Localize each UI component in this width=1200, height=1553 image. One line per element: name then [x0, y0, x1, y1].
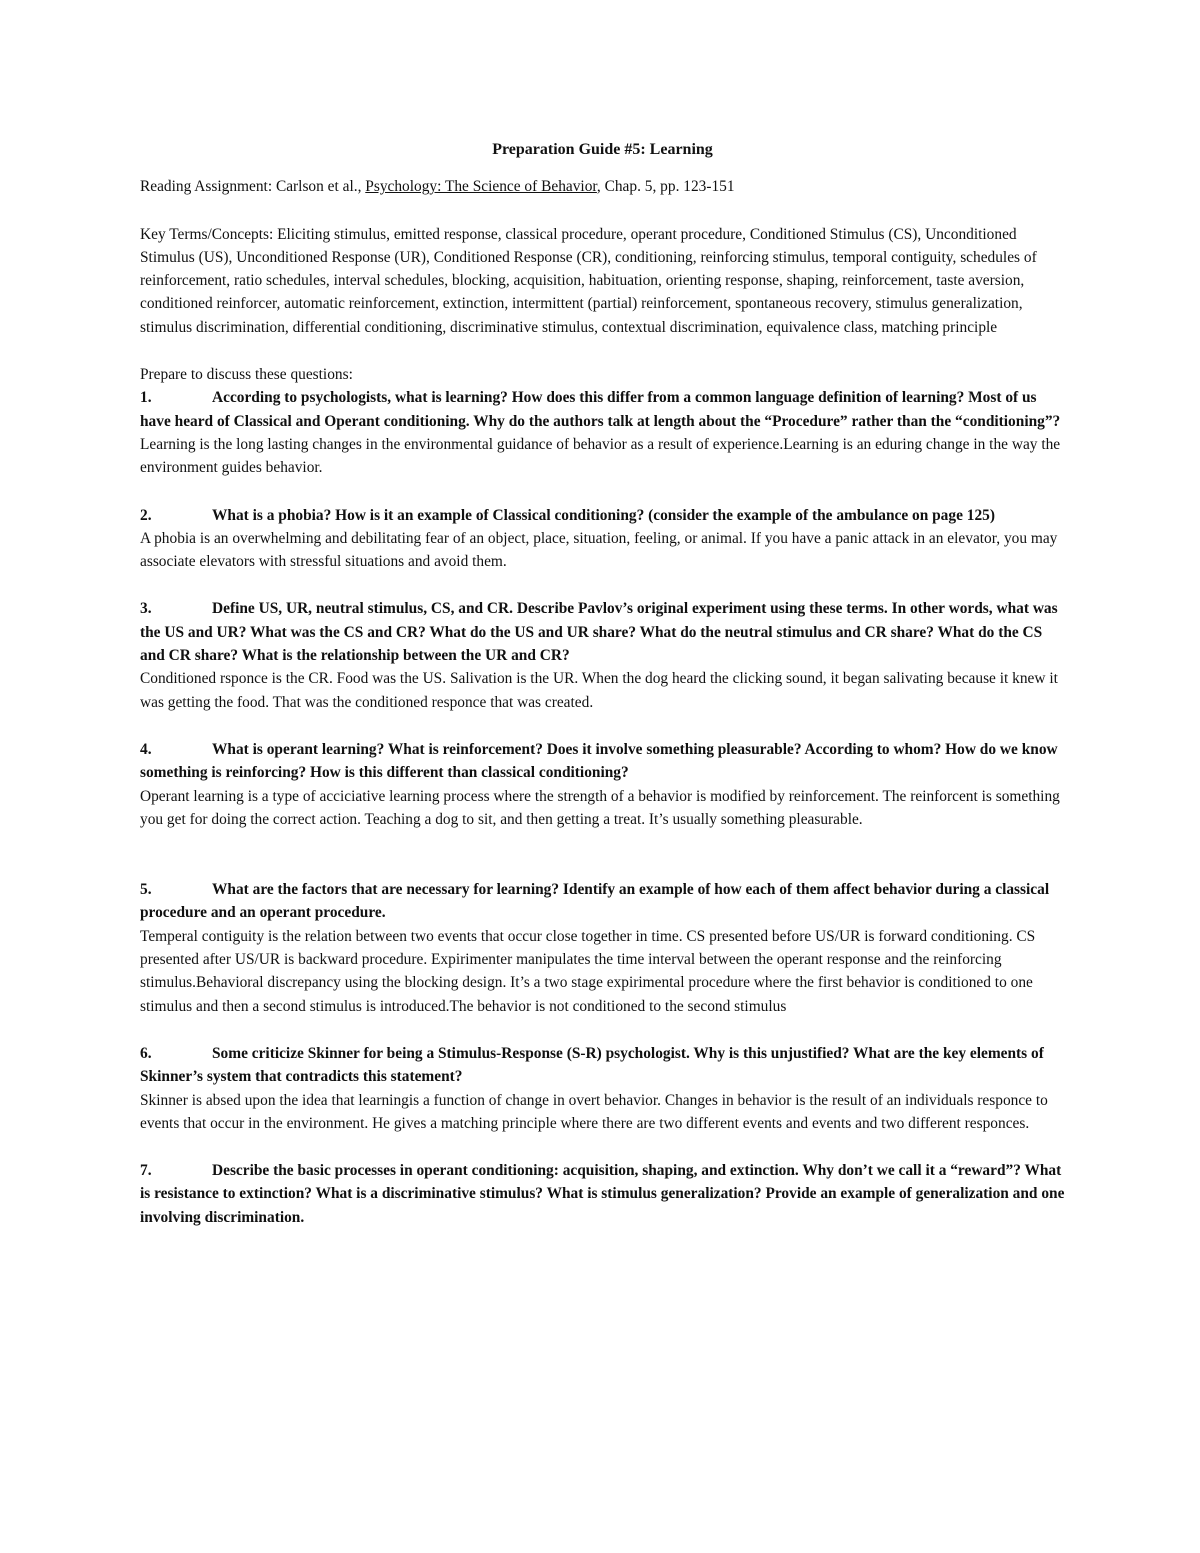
question-text: [140, 504, 1065, 527]
question-number: 6.: [140, 1044, 152, 1062]
question-block: [140, 504, 1065, 574]
question-body: What is a phobia? How is it an example of Classical conditioning? (consider the example of the ambulance on page 125): [212, 506, 995, 524]
question-body: According to psychologists, what is learning? How does this differ from a common language definition of learning? Most of us have heard of Classical and Operant conditioning. Why do the authors talk at length about the “Procedure” rather than the “conditioning”?: [140, 389, 1061, 430]
question-number: 4.: [140, 740, 152, 758]
answer-text: Learning is the long lasting changes in the environmental guidance of behavior as a result of experience.Learning is an eduring change in the way the environment guides behavior.: [140, 435, 1061, 477]
book-title: Psychology: The Science of Behavior: [365, 178, 597, 196]
answer-text: A phobia is an overwhelming and debilitating fear of an object, place, situation, feeling, or animal. If you have a panic attack in an elevator, you may associate elevators with stressful situations and avoid them.: [140, 529, 1058, 571]
question-text: [140, 878, 1065, 925]
prepare-instruction: Prepare to discuss these questions:: [140, 366, 353, 384]
key-terms: Key Terms/Concepts: Eliciting stimulus, emitted response, classical procedure, operant procedure, Conditioned Stimulus (CS), Unconditioned Stimulus (US), Unconditioned Response (UR), Conditioned Response (CR), conditioning, reinforcing stimulus, temporal contiguity, schedules of reinforcement, ratio schedules, interval schedules, blocking, acquisition, habituation, orienting response, shaping, reinforcement, taste aversion, conditioned reinforcer, automatic reinforcement, extinction, intermittent (partial) reinforcement, spontaneous recovery, stimulus generalization, stimulus discrimination, differential conditioning, discriminative stimulus, contextual discrimination, equivalence class, matching principle: [140, 225, 1037, 336]
document-title: Preparation Guide #5: Learning: [492, 141, 713, 158]
question-body: Some criticize Skinner for being a Stimulus-Response (S-R) psychologist. Why is this unjustified? What are the key elements of Skinner’s system that contradicts this statement?: [140, 1044, 1044, 1086]
question-text: [140, 597, 1065, 667]
question-number: 5.: [140, 881, 152, 899]
question-block: [140, 738, 1065, 831]
question-block: [140, 1159, 1065, 1229]
question-block: [140, 878, 1065, 1018]
answer-text: Temperal contiguity is the relation between two events that occur close together in time. CS presented before US/UR is forward conditioning. CS presented after US/UR is backward procedure. Expirimenter manipulates the time interval between the operant response and the reinforcing stimulus.Behavioral discrepancy using the blocking design. It’s a two stage expirimental procedure where the first behavior is conditioned to one stimulus and then a second stimulus is introduced.The behavior is not conditioned to the second stimulus: [140, 927, 1036, 1015]
answer-text: Conditioned rsponce is the CR. Food was the US. Salivation is the UR. When the dog heard the clicking sound, it began salivating because it knew it was getting the food. That was the conditioned responce that was created.: [140, 670, 1058, 711]
reading-suffix: , Chap. 5, pp. 123-151: [596, 178, 735, 196]
question-number: 3.: [140, 600, 152, 618]
question-text: [140, 386, 1065, 433]
question-text: [140, 738, 1065, 785]
question-block: [140, 386, 1065, 479]
question-body: Define US, UR, neutral stimulus, CS, and CR. Describe Pavlov’s original experiment using these terms. In other words, what was the US and UR? What was the CS and CR? What do the US and UR share? What do the neutral stimulus and CR share? What do the CS and CR share? What is the relationship between the UR and CR?: [140, 600, 1058, 665]
answer-text: Operant learning is a type of acciciative learning process where the strength of a behavior is modified by reinforcement. The reinforcent is something you get for doing the correct action. Teaching a dog to sit, and then getting a treat. It’s usually something pleasurable.: [140, 787, 1060, 828]
question-block: [140, 597, 1065, 713]
question-number: 7.: [140, 1162, 152, 1180]
question-block: [140, 1042, 1065, 1135]
question-body: What are the factors that are necessary for learning? Identify an example of how each of them affect behavior during a classical procedure and an operant procedure.: [140, 881, 1050, 922]
question-number: 2.: [140, 506, 152, 524]
document-page: [140, 138, 1065, 1253]
answer-text: Skinner is absed upon the idea that learningis a function of change in overt behavior. Changes in behavior is the result of an individuals responce to events that occur in the environment. He gives a matching principle where there are two different events and events and two different responces.: [140, 1091, 1048, 1132]
reading-prefix: Reading Assignment: Carlson et al.,: [140, 178, 366, 196]
reading-assignment: [140, 175, 1065, 198]
question-body: What is operant learning? What is reinforcement? Does it involve something pleasurable? According to whom? How do we know something is reinforcing? How is this different than classical conditioning?: [140, 740, 1058, 782]
question-text: [140, 1159, 1065, 1229]
question-text: [140, 1042, 1065, 1089]
question-number: 1.: [140, 389, 152, 407]
question-body: Describe the basic processes in operant conditioning: acquisition, shaping, and extinction. Why don’t we call it a “reward”? What is resistance to extinction? What is a discriminative stimulus? What is stimulus generalization? Provide an example of generalization and one involving discrimination.: [140, 1162, 1065, 1226]
